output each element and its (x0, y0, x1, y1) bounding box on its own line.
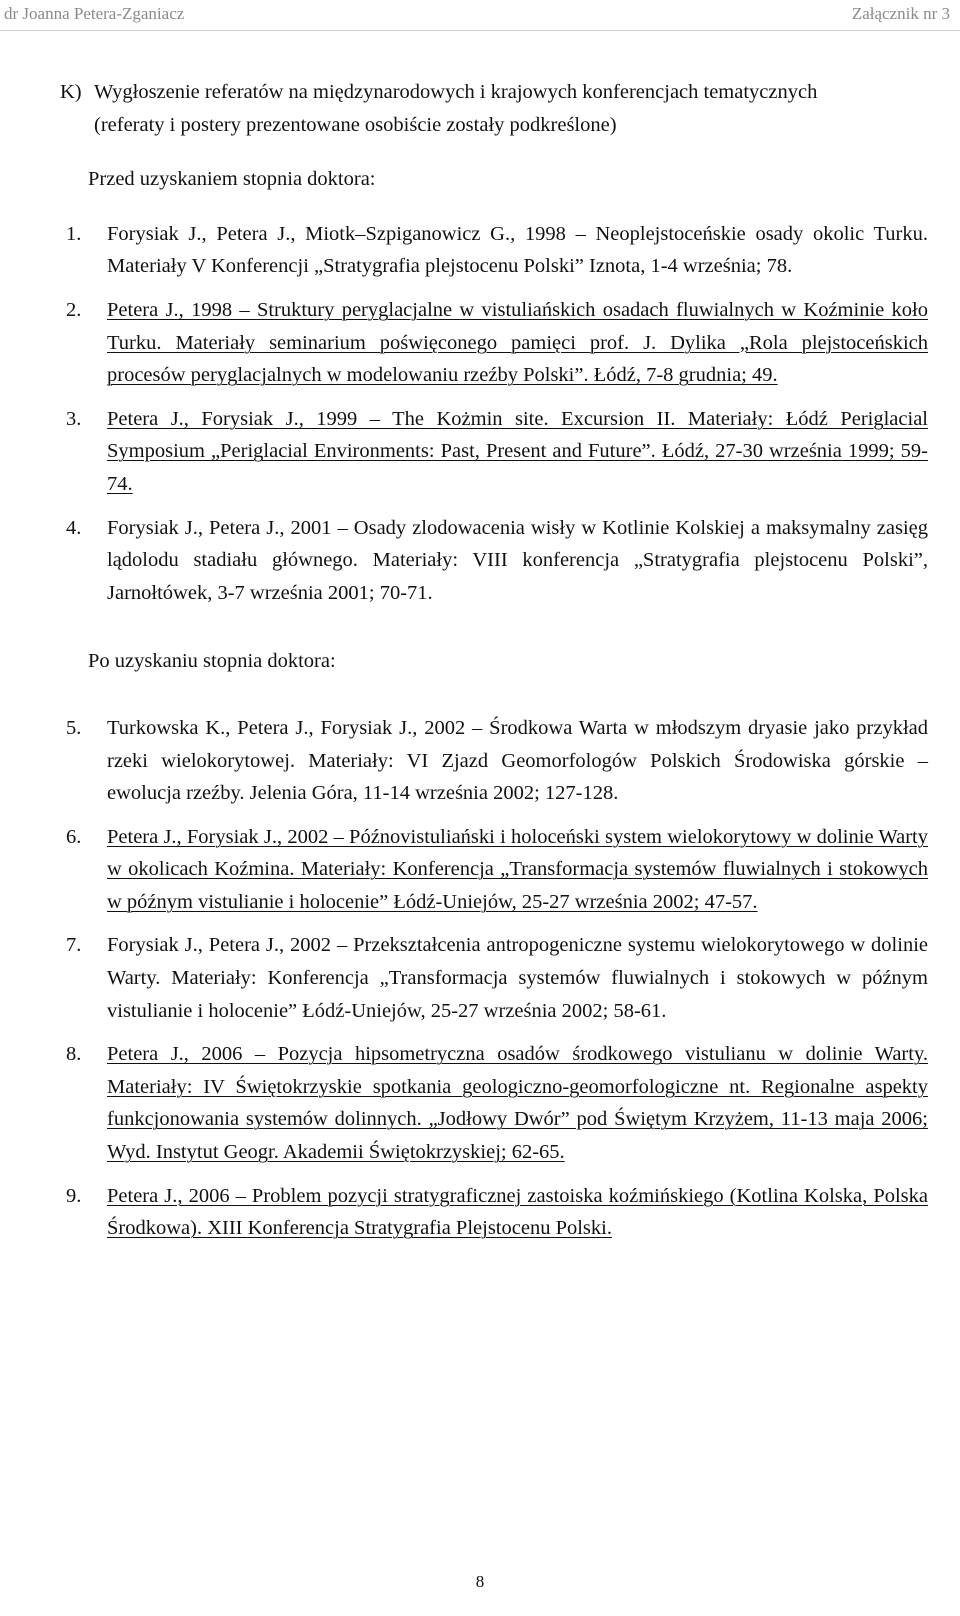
reference-item (60, 403, 928, 501)
reference-text-underlined: Petera J., Forysiak J., 2002 – Późnovistuliański i holoceński system wielokorytowy w dolinie Warty w okolicach Koźmina. Materiały: Konferencja „Transformacja systemów fluwialnych i stokowych w późnym vistulianie i holocenie” Łódź-Uniejów, 25-27 września 2002; 47-57. (107, 825, 928, 913)
reference-item (60, 929, 928, 1027)
reference-number: 8. (66, 1043, 82, 1066)
reference-item (60, 1180, 928, 1245)
subheading-after-doctorate: Po uzyskaniu stopnia doktora: (88, 650, 336, 673)
reference-number: 7. (66, 934, 82, 957)
reference-number: 5. (66, 716, 82, 739)
reference-text-underlined: Petera J., 2006 – Pozycja hipsometryczna osadów środkowego vistulianu w dolinie Warty. Materiały: IV Świętokrzyskie spotkania geologiczno-geomorfologiczne nt. Regionalne aspekty funkcjonowania systemów dolinnych. „Jodłowy Dwór” pod Świętym Krzyżem, 11-13 maja 2006; Wyd. Instytut Geogr. Akademii Świętokrzyskiej; 62-65. (107, 1043, 928, 1164)
page-number: 8 (475, 1572, 485, 1591)
reference-item (60, 512, 928, 610)
reference-number: 2. (66, 298, 82, 321)
reference-text: Forysiak J., Petera J., Miotk–Szpiganowicz G., 1998 – Neoplejstoceńskie osady okolic Turku. Materiały V Konferencji „Stratygrafia plejstocenu Polski” Iznota, 1-4 września; 78. (107, 222, 928, 278)
reference-number: 3. (66, 407, 82, 430)
reference-text-underlined: Petera J., 1998 – Struktury peryglacjalne w vistuliańskich osadach fluwialnych w Koźminie koło Turku. Materiały seminarium poświęconego pamięci prof. J. Dylika „Rola plejstoceńskich procesów peryglacjalnych w modelowaniu rzeźby Polski”. Łódź, 7-8 grudnia; 49. (107, 298, 928, 387)
reference-text-underlined: Petera J., 2006 – Problem pozycji stratygraficznej zastoiska koźmińskiego (Kotlina Kolska, Polska Środkowa). XIII Konferencja Stratygrafia Plejstocenu Polski. (107, 1184, 928, 1240)
reference-list-after (60, 712, 928, 1245)
section-note: (referaty i postery prezentowane osobiście zostały podkreślone) (94, 113, 617, 136)
header-author: dr Joanna Petera-Zganiacz (4, 4, 185, 23)
reference-item (60, 821, 928, 919)
reference-number: 9. (66, 1184, 82, 1207)
section-letter: K) (60, 81, 82, 103)
reference-list-before (60, 218, 928, 610)
section-heading (60, 76, 928, 141)
section-title: Wygłoszenie referatów na międzynarodowych i krajowych konferencjach tematycznych (94, 81, 818, 103)
reference-text: Forysiak J., Petera J., 2001 – Osady zlodowacenia wisły w Kotlinie Kolskiej a maksymalny zasięg lądolodu stadiału głównego. Materiały: VIII konferencja „Stratygrafia plejstocenu Polski”, Jarnołtówek, 3-7 września 2001; 70-71. (107, 516, 928, 604)
reference-number: 1. (66, 222, 82, 245)
page-header (0, 0, 960, 31)
reference-number: 6. (66, 825, 82, 848)
document-body (60, 76, 928, 1256)
reference-item (60, 294, 928, 392)
reference-text: Forysiak J., Petera J., 2002 – Przekształcenia antropogeniczne systemu wielokorytowego w dolinie Warty. Materiały: Konferencja „Transformacja systemów fluwialnych i stokowych w późnym vistulianie i holocenie” Łódź-Uniejów, 25-27 września 2002; 58-61. (107, 934, 928, 1022)
reference-item (60, 1038, 928, 1168)
subheading-before-doctorate: Przed uzyskaniem stopnia doktora: (88, 168, 376, 191)
reference-number: 4. (66, 516, 82, 539)
reference-item (60, 712, 928, 810)
header-attachment: Załącznik nr 3 (851, 4, 950, 23)
reference-text: Turkowska K., Petera J., Forysiak J., 2002 – Środkowa Warta w młodszym dryasie jako przykład rzeki wielokorytowej. Materiały: VI Zjazd Geomorfologów Polskich Środowiska górskie – ewolucja rzeźby. Jelenia Góra, 11-14 września 2002; 127-128. (107, 716, 928, 805)
reference-item (60, 218, 928, 283)
reference-text-underlined: Petera J., Forysiak J., 1999 – The Kożmin site. Excursion II. Materiały: Łódź Periglacial Symposium „Periglacial Environments: Past, Present and Future”. Łódź, 27-30 września 1999; 59-74. (107, 407, 928, 495)
